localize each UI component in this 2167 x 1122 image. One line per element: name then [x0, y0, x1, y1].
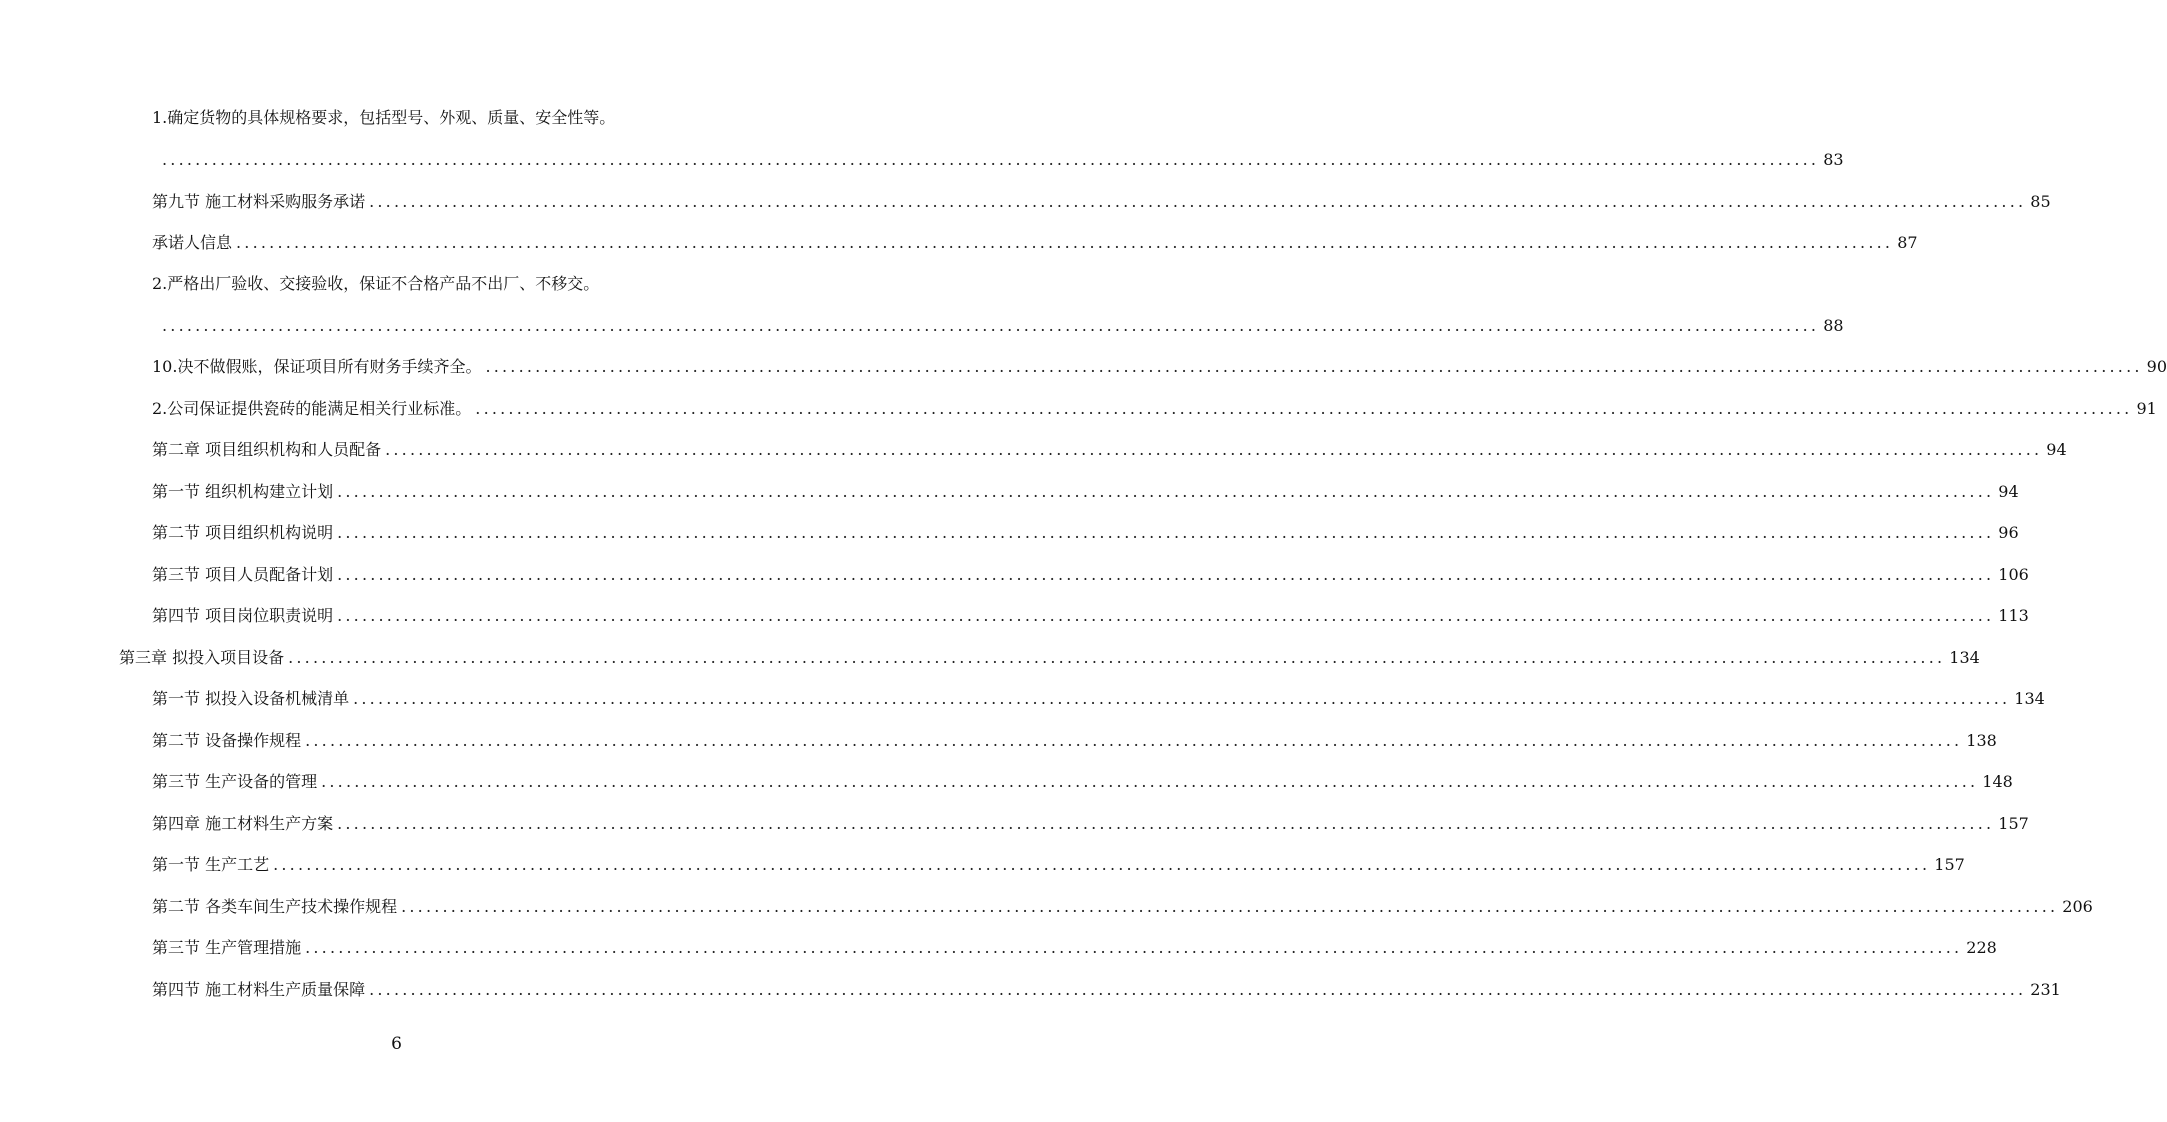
toc-entry-title: 第一节 组织机构建立计划: [152, 482, 334, 501]
toc-entry[interactable]: [152, 478, 2019, 506]
toc-entry-title: 2.公司保证提供瓷砖的能满足相关行业标准。: [152, 399, 472, 418]
toc-entry-page: 113: [1998, 606, 2029, 625]
toc-entry[interactable]: [152, 602, 2029, 630]
toc-entry[interactable]: [152, 519, 2019, 547]
toc-entry-page: 138: [1966, 731, 1997, 750]
toc-entry[interactable]: [119, 644, 1980, 672]
toc-entry-title: 第一节 生产工艺: [152, 855, 270, 874]
toc-entry[interactable]: [152, 685, 2045, 713]
toc-entry[interactable]: [152, 395, 2157, 423]
toc-entry-page: 83: [1823, 150, 1844, 169]
toc-leader-dots: ........................................................................................................................................................................................................: [353, 689, 2011, 708]
toc-entry-page: 134: [2014, 689, 2045, 708]
toc-entry-title: 第三节 项目人员配备计划: [152, 565, 334, 584]
toc-entry-title: 10.决不做假账，保证项目所有财务手续齐全。: [152, 357, 482, 376]
toc-entry-title: 第一节 拟投入设备机械清单: [152, 689, 350, 708]
toc-entry-title: 第二章 项目组织机构和人员配备: [152, 440, 382, 459]
toc-leader-dots: ........................................................................................................................................................................................................: [288, 648, 1946, 667]
toc-entry-title: 第四章 施工材料生产方案: [152, 814, 334, 833]
toc-entry-page: 157: [1998, 814, 2029, 833]
toc-entry[interactable]: [158, 312, 1844, 340]
toc-entry-page: 148: [1982, 772, 2013, 791]
toc-entry[interactable]: [152, 436, 2067, 464]
toc-leader-dots: ........................................................................................................................................................................................................: [305, 938, 1963, 957]
toc-entry-title: 2.严格出厂验收、交接验收，保证不合格产品不出厂、不移交。: [152, 274, 600, 293]
toc-entry-title: 第九节 施工材料采购服务承诺: [152, 192, 366, 211]
toc-entry-page: 206: [2062, 897, 2093, 916]
toc-entry-title: 第二节 各类车间生产技术操作规程: [152, 897, 398, 916]
toc-leader-dots: ........................................................................................................................................................................................................: [337, 523, 1995, 542]
toc-leader-dots: ........................................................................................................................................................................................................: [305, 731, 1963, 750]
toc-leader-dots: ........................................................................................................................................................................................................: [485, 357, 2143, 376]
toc-entry-page: 96: [1998, 523, 2019, 542]
toc-entry-title: 1.确定货物的具体规格要求，包括型号、外观、质量、安全性等。: [152, 108, 616, 127]
toc-leader-dots: ........................................................................................................................................................................................................: [162, 316, 1820, 335]
toc-entry-title: 第三节 生产管理措施: [152, 938, 302, 957]
toc-entry-title: 第四节 项目岗位职责说明: [152, 606, 334, 625]
toc-entry[interactable]: [152, 727, 1997, 755]
toc-entry[interactable]: [152, 353, 2167, 381]
toc-entry[interactable]: [152, 104, 674, 132]
toc-entry-page: 91: [2136, 399, 2157, 418]
toc-leader-dots: ........................................................................................................................................................................................................: [321, 772, 1979, 791]
toc-entry-page: 94: [1998, 482, 2019, 501]
toc-entry-page: 87: [1897, 233, 1918, 252]
toc-leader-dots: ........................................................................................................................................................................................................: [401, 897, 2059, 916]
toc-leader-dots: ........................................................................................................................................................................................................: [475, 399, 2133, 418]
toc-leader-dots: ........................................................................................................................................................................................................: [337, 606, 1995, 625]
toc-leader-dots: ........................................................................................................................................................................................................: [369, 192, 2027, 211]
toc-entry[interactable]: [152, 934, 1997, 962]
toc-leader-dots: ........................................................................................................................................................................................................: [162, 150, 1820, 169]
toc-entry-page: 94: [2046, 440, 2067, 459]
toc-entry-title: 第四节 施工材料生产质量保障: [152, 980, 366, 999]
page-number: 6: [391, 1034, 402, 1054]
toc-entry-page: 228: [1966, 938, 1997, 957]
toc-entry-title: 第二节 项目组织机构说明: [152, 523, 334, 542]
toc-entry-page: 106: [1998, 565, 2029, 584]
toc-entry[interactable]: [152, 561, 2029, 589]
toc-entry[interactable]: [152, 270, 674, 298]
toc-entry-page: 85: [2030, 192, 2051, 211]
toc-leader-dots: ........................................................................................................................................................................................................: [273, 855, 1931, 874]
toc-entry[interactable]: [152, 768, 2013, 796]
toc-entry-page: 231: [2030, 980, 2061, 999]
toc-leader-dots: ........................................................................................................................................................................................................: [385, 440, 2043, 459]
toc-entry-page: 88: [1823, 316, 1844, 335]
toc-leader-dots: ........................................................................................................................................................................................................: [236, 233, 1894, 252]
toc-entry[interactable]: [152, 229, 1918, 257]
toc-leader-dots: ........................................................................................................................................................................................................: [337, 565, 1995, 584]
toc-leader-dots: ........................................................................................................................................................................................................: [337, 482, 1995, 501]
toc-entry[interactable]: [152, 976, 2061, 1004]
toc-entry-title: 承诺人信息: [152, 233, 233, 252]
toc-leader-dots: ........................................................................................................................................................................................................: [337, 814, 1995, 833]
toc-entry-title: 第三章 拟投入项目设备: [119, 648, 285, 667]
toc-entry-page: 90: [2146, 357, 2167, 376]
toc-entry[interactable]: [152, 810, 2029, 838]
toc-entry[interactable]: [152, 893, 2093, 921]
toc-entry[interactable]: [152, 851, 1965, 879]
toc-entry[interactable]: [158, 146, 1844, 174]
toc-entry-page: 157: [1934, 855, 1965, 874]
toc-leader-dots: ........................................................................................................................................................................................................: [369, 980, 2027, 999]
toc-entry-title: 第二节 设备操作规程: [152, 731, 302, 750]
toc-entry-title: 第三节 生产设备的管理: [152, 772, 318, 791]
toc-entry-page: 134: [1949, 648, 1980, 667]
toc-entry[interactable]: [152, 188, 2051, 216]
